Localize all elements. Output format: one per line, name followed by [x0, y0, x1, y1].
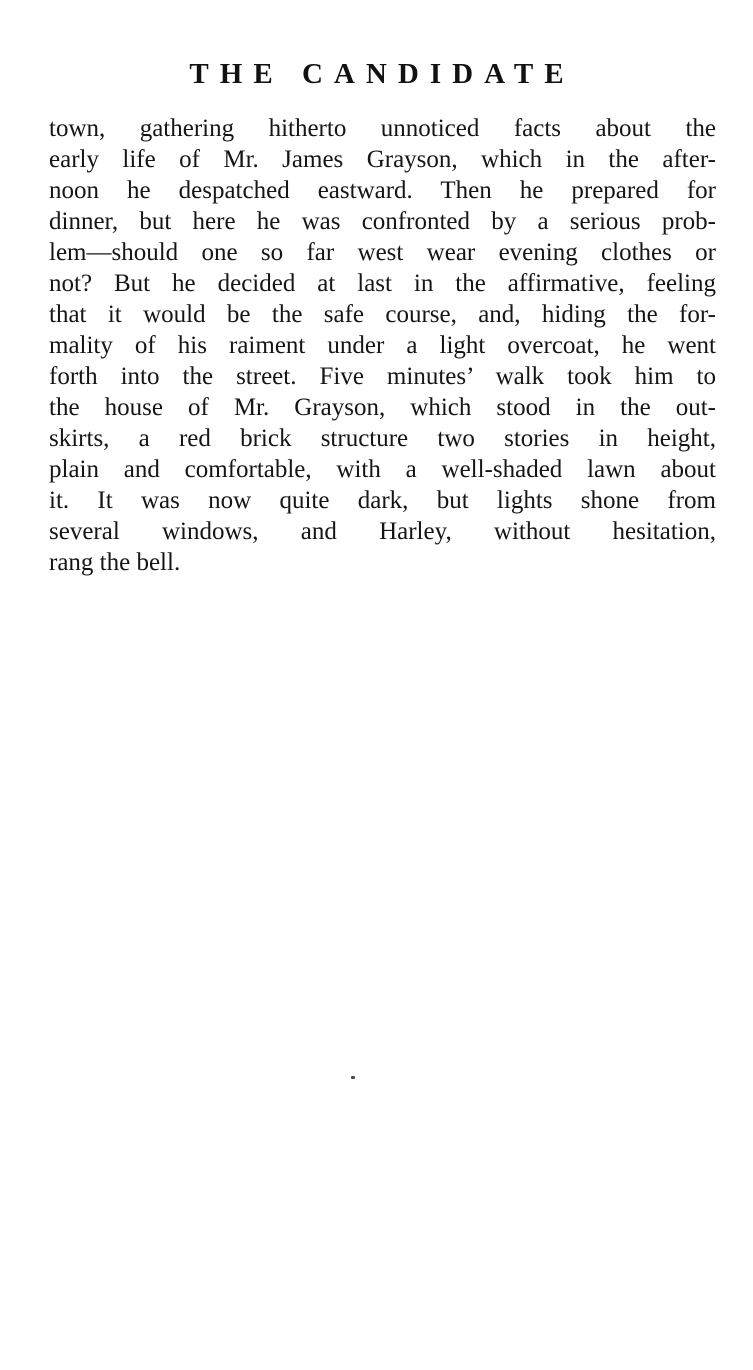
paragraph-line: that it would be the safe course, and, hiding the for-: [49, 301, 716, 328]
paragraph-line: it. It was now quite dark, but lights shone from: [49, 487, 716, 514]
paragraph-line: the house of Mr. Grayson, which stood in the out-: [49, 394, 716, 421]
paragraph-line: several windows, and Harley, without hesitation,: [49, 518, 716, 545]
paragraph-line: town, gathering hitherto unnoticed facts about the: [49, 115, 716, 142]
paragraph-line: mality of his raiment under a light overcoat, he went: [49, 332, 716, 359]
paragraph-line: skirts, a red brick structure two stories in height,: [49, 425, 716, 452]
paragraph-line: not? But he decided at last in the affirmative, feeling: [49, 270, 716, 297]
paragraph-block: [49, 113, 716, 578]
paragraph-line: lem—should one so far west wear evening clothes or: [49, 239, 716, 266]
paragraph-line: early life of Mr. James Grayson, which in the after-: [49, 146, 716, 173]
scan-speck: [351, 1076, 355, 1079]
paragraph-line: rang the bell.: [49, 549, 181, 576]
paragraph-line: noon he despatched eastward. Then he prepared for: [49, 177, 716, 204]
paragraph-line: dinner, but here he was confronted by a serious prob-: [49, 208, 716, 235]
paragraph-line: plain and comfortable, with a well-shaded lawn about: [49, 456, 716, 483]
page-title: THE CANDIDATE: [189, 58, 575, 90]
paragraph-line: forth into the street. Five minutes’ walk took him to: [49, 363, 716, 390]
